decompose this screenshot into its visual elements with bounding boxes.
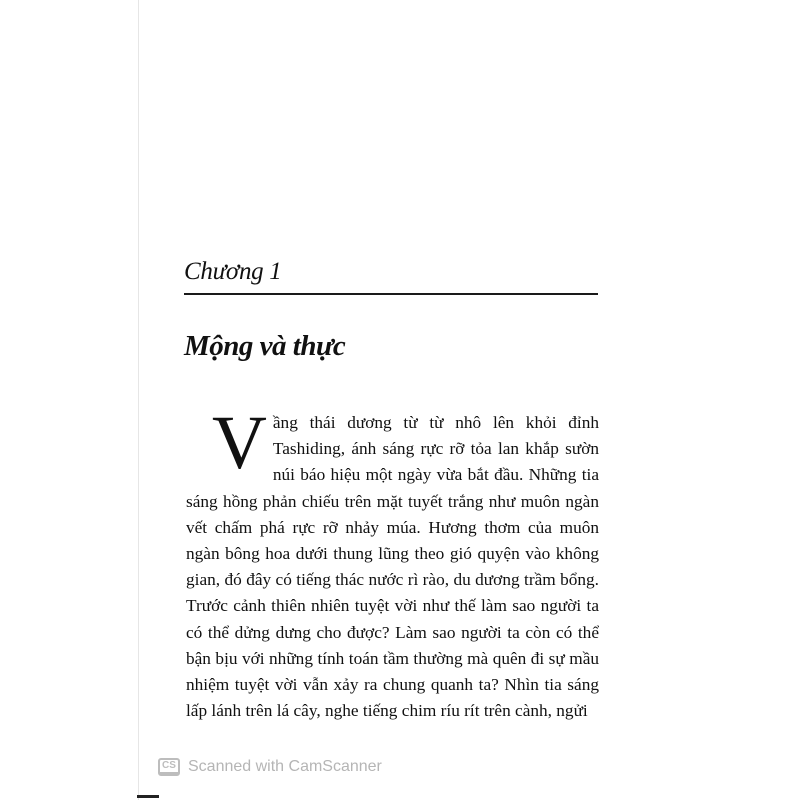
scan-corner-mark <box>137 795 159 798</box>
chapter-divider <box>184 293 598 295</box>
chapter-label: Chương 1 <box>184 258 282 285</box>
chapter-title: Mộng và thực <box>184 330 346 362</box>
page-edge <box>138 0 139 800</box>
watermark-text: Scanned with CamScanner <box>188 758 382 775</box>
camscanner-logo-icon: CS <box>158 758 180 776</box>
body-paragraph <box>186 401 599 724</box>
body-text: ầng thái dương từ từ nhô lên khỏi đỉnh Tashiding, ánh sáng rực rỡ tỏa lan khắp sườn núi báo hiệu một ngày vừa bắt đầu. Những tia sáng hồng phản chiếu trên mặt tuyết trắng như muôn ngàn vết chấm phá rực rỡ nhảy múa. Hương thơm của muôn ngàn bông hoa dưới thung lũng theo gió quyện vào không gian, đó đây có tiếng thác nước rì rào, du dương trầm bổng. Trước cảnh thiên nhiên tuyệt vời như thế làm sao người ta có thể dửng dưng cho được? Làm sao người ta còn có thể bận bịu với những tính toán tầm thường mà quên đi sự mầu nhiệm tuyệt vời vẫn xảy ra chung quanh ta? Nhìn tia sáng lấp lánh trên lá cây, nghe tiếng chim ríu rít trên cành, ngửi <box>186 413 599 721</box>
drop-cap: V <box>212 401 267 485</box>
camscanner-watermark <box>158 758 382 776</box>
